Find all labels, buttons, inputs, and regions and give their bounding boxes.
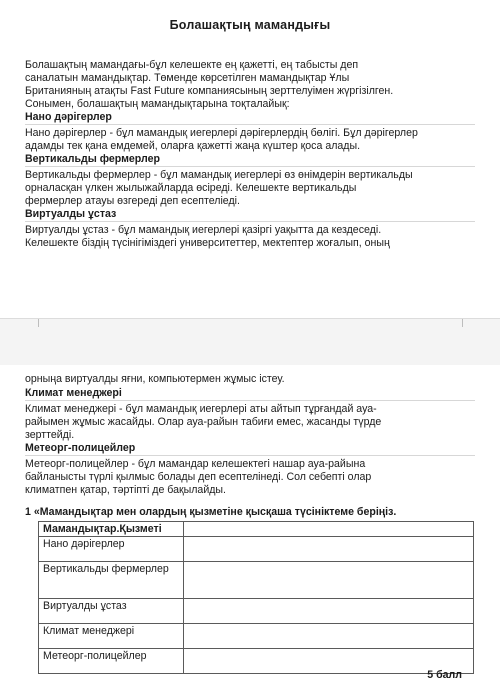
profession-cell: Климат менеджері: [39, 624, 184, 649]
document-title: Болашақтың мамандығы: [169, 18, 331, 32]
section-line: Метеорг-полицейлер - бұл мамандар келешектегі нашар ауа-райына: [25, 458, 366, 470]
section-line: Нано дәрігерлер - бұл мамандық иегерлері дәрігерлердің бөлігі. Бұл дәрігерлер: [25, 127, 418, 139]
heading-rule: [25, 166, 475, 167]
heading-rule: [25, 455, 475, 456]
section-line: Вертикальды фермерлер - бұл мамандық иегерлері өз өнімдерін вертикальды: [25, 169, 413, 181]
section-line: адамды тек қана емдемей, оларға қажетті жаңа күштер қоса алады.: [25, 140, 361, 152]
continuation-line: орныңа виртуалды яғни, компьютермен жұмыс істеу.: [25, 373, 285, 385]
table-header-row: [39, 522, 474, 537]
profession-cell: Метеорг-полицейлер: [39, 649, 184, 674]
answer-cell[interactable]: [184, 599, 474, 624]
intro-line: саналатын мамандықтар. Төменде көрсетілген мамандықтар Ұлы: [25, 72, 350, 84]
heading-rule: [25, 221, 475, 222]
section-line: климатпен қатар, тәртіпті де бақылайды.: [25, 484, 226, 496]
section-heading: Метеорг-полицейлер: [25, 442, 136, 454]
section-line: фермерлер атауы өзгереді деп есептеліеді.: [25, 195, 240, 207]
answer-cell[interactable]: [184, 624, 474, 649]
section-heading: Вертикальды фермерлер: [25, 153, 160, 165]
section-line: Келешекте біздің түсінігіміздегі университеттер, мектептер жоғалып, оның: [25, 237, 390, 249]
crop-mark: [38, 319, 39, 327]
heading-rule: [25, 124, 475, 125]
profession-cell: Виртуалды ұстаз: [39, 599, 184, 624]
intro-line: Болашақтың мамандағы-бұл келешекте ең қажетті, ең табысты деп: [25, 59, 359, 71]
answer-cell[interactable]: [184, 537, 474, 562]
section-line: Климат менеджері - бұл мамандық иегерлері аты айтып тұрғандай ауа-: [25, 403, 377, 415]
heading-rule: [25, 400, 475, 401]
intro-line: Сонымен, болашақтың мамандықтарына тоқталайық:: [25, 98, 290, 110]
profession-cell: Вертикальды фермерлер: [39, 562, 184, 599]
section-heading: Нано дәрігерлер: [25, 111, 112, 123]
section-line: Виртуалды ұстаз - бұл мамандық иегерлері қазіргі уақытта да кездеседі.: [25, 224, 382, 236]
document-page-1: [0, 0, 500, 318]
table-row: [39, 624, 474, 649]
section-line: байланысты түрлі қылмыс болады деп есептелінеді. Сол себепті олар: [25, 471, 372, 483]
table-row: [39, 599, 474, 624]
page-gap: [0, 318, 500, 366]
intro-line: Британияның атақты Fast Future компаниясының зерттелуімен жүргізілген.: [25, 85, 394, 97]
crop-mark: [462, 319, 463, 327]
profession-cell: Нано дәрігерлер: [39, 537, 184, 562]
section-heading: Климат менеджері: [25, 387, 122, 399]
score-label: 5 балл: [427, 669, 462, 681]
section-line: зерттейді.: [25, 429, 75, 441]
table-header-answer-cell: [184, 522, 474, 537]
table-header-cell: Мамандықтар.Қызметі: [39, 522, 184, 537]
table-row: [39, 649, 474, 674]
answer-cell[interactable]: [184, 562, 474, 599]
section-line: орналасқан үлкен жылыжайларда өсіреді. Келешекте вертикальды: [25, 182, 357, 194]
section-heading: Виртуалды ұстаз: [25, 208, 117, 220]
table-row: [39, 562, 474, 599]
table-row: [39, 537, 474, 562]
assignment-question: 1 «Мамандықтар мен олардың қызметіне қысқаша түсініктеме беріңіз.: [25, 506, 397, 518]
section-line: райымен жұмыс жасайды. Олар ауа-райын табиғи емес, жасанды түрде: [25, 416, 382, 428]
answer-table: [38, 521, 474, 674]
